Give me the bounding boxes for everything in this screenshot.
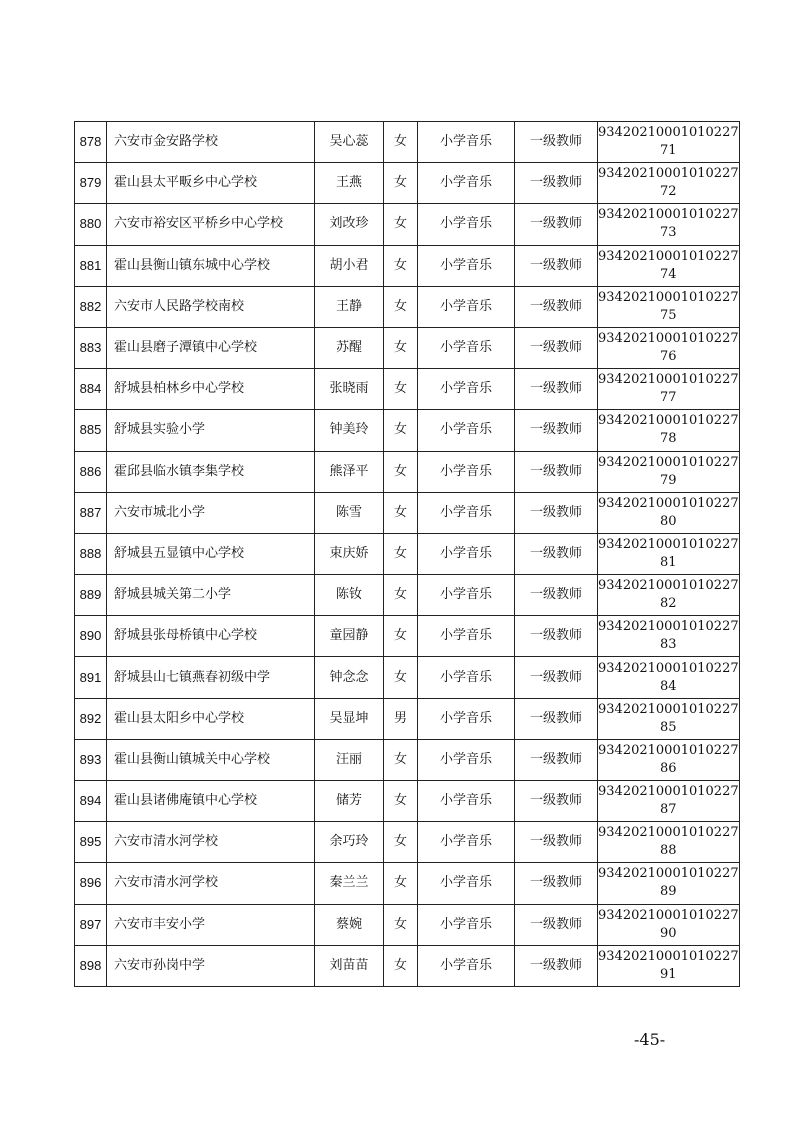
gender-cell: 女 — [384, 492, 418, 533]
certificate-number-line1: 93420210001010227 — [598, 701, 739, 717]
row-number: 894 — [75, 781, 107, 822]
name-cell: 钟美玲 — [315, 410, 384, 451]
certificate-number-line1: 93420210001010227 — [598, 742, 739, 758]
name-cell: 钟念念 — [315, 657, 384, 698]
subject-cell: 小学音乐 — [418, 245, 515, 286]
title-cell: 一级教师 — [515, 904, 598, 945]
certificate-number-line2: 90 — [660, 925, 677, 941]
name-cell: 熊泽平 — [315, 451, 384, 492]
school-cell: 霍山县衡山镇东城中心学校 — [107, 245, 315, 286]
row-number: 890 — [75, 616, 107, 657]
gender-cell: 女 — [384, 410, 418, 451]
subject-cell: 小学音乐 — [418, 163, 515, 204]
certificate-number-line1: 93420210001010227 — [598, 372, 739, 388]
row-number: 895 — [75, 822, 107, 863]
certificate-cell — [598, 122, 740, 163]
certificate-cell — [598, 245, 740, 286]
table-row — [75, 822, 740, 863]
certificate-number-line1: 93420210001010227 — [598, 619, 739, 635]
school-cell: 霍山县磨子潭镇中心学校 — [107, 327, 315, 368]
title-cell: 一级教师 — [515, 698, 598, 739]
subject-cell: 小学音乐 — [418, 369, 515, 410]
title-cell: 一级教师 — [515, 286, 598, 327]
gender-cell: 女 — [384, 327, 418, 368]
subject-cell: 小学音乐 — [418, 945, 515, 986]
school-cell: 舒城县城关第二小学 — [107, 575, 315, 616]
certificate-cell — [598, 616, 740, 657]
school-cell: 六安市裕安区平桥乡中心学校 — [107, 204, 315, 245]
table-row — [75, 369, 740, 410]
certificate-number-line2: 78 — [660, 431, 677, 447]
certificate-number-line2: 83 — [660, 637, 677, 653]
subject-cell: 小学音乐 — [418, 698, 515, 739]
row-number: 898 — [75, 945, 107, 986]
certificate-cell — [598, 945, 740, 986]
row-number: 887 — [75, 492, 107, 533]
name-cell: 余巧玲 — [315, 822, 384, 863]
name-cell: 陈雪 — [315, 492, 384, 533]
certificate-number-line1: 93420210001010227 — [598, 454, 739, 470]
title-cell: 一级教师 — [515, 533, 598, 574]
name-cell: 汪丽 — [315, 739, 384, 780]
row-number: 886 — [75, 451, 107, 492]
subject-cell: 小学音乐 — [418, 451, 515, 492]
name-cell: 束庆娇 — [315, 533, 384, 574]
gender-cell: 女 — [384, 904, 418, 945]
subject-cell: 小学音乐 — [418, 904, 515, 945]
subject-cell: 小学音乐 — [418, 286, 515, 327]
certificate-cell — [598, 204, 740, 245]
school-cell: 霍山县诸佛庵镇中心学校 — [107, 781, 315, 822]
title-cell: 一级教师 — [515, 616, 598, 657]
subject-cell: 小学音乐 — [418, 327, 515, 368]
certificate-number-line2: 81 — [660, 554, 677, 570]
row-number: 893 — [75, 739, 107, 780]
row-number: 881 — [75, 245, 107, 286]
row-number: 888 — [75, 533, 107, 574]
table-row — [75, 204, 740, 245]
table-row — [75, 451, 740, 492]
name-cell: 张晓雨 — [315, 369, 384, 410]
subject-cell: 小学音乐 — [418, 822, 515, 863]
school-cell: 六安市清水河学校 — [107, 822, 315, 863]
certificate-number-line1: 93420210001010227 — [598, 784, 739, 800]
certificate-number-line2: 85 — [660, 719, 677, 735]
table-row — [75, 781, 740, 822]
title-cell: 一级教师 — [515, 204, 598, 245]
table-row — [75, 863, 740, 904]
certificate-number-line1: 93420210001010227 — [598, 660, 739, 676]
name-cell: 储芳 — [315, 781, 384, 822]
gender-cell: 女 — [384, 451, 418, 492]
certificate-number-line2: 71 — [660, 143, 677, 159]
table-row — [75, 122, 740, 163]
gender-cell: 女 — [384, 945, 418, 986]
gender-cell: 女 — [384, 616, 418, 657]
name-cell: 童园静 — [315, 616, 384, 657]
row-number: 891 — [75, 657, 107, 698]
table-row — [75, 945, 740, 986]
certificate-cell — [598, 575, 740, 616]
gender-cell: 女 — [384, 286, 418, 327]
title-cell: 一级教师 — [515, 739, 598, 780]
school-cell: 六安市金安路学校 — [107, 122, 315, 163]
school-cell: 霍邱县临水镇李集学校 — [107, 451, 315, 492]
row-number: 883 — [75, 327, 107, 368]
name-cell: 吴心蕊 — [315, 122, 384, 163]
subject-cell: 小学音乐 — [418, 204, 515, 245]
title-cell: 一级教师 — [515, 122, 598, 163]
row-number: 896 — [75, 863, 107, 904]
table-row — [75, 575, 740, 616]
table-row — [75, 533, 740, 574]
certificate-cell — [598, 410, 740, 451]
table-row — [75, 904, 740, 945]
certificate-number-line2: 86 — [660, 760, 677, 776]
row-number: 884 — [75, 369, 107, 410]
school-cell: 六安市清水河学校 — [107, 863, 315, 904]
certificate-number-line2: 91 — [660, 966, 677, 982]
subject-cell: 小学音乐 — [418, 739, 515, 780]
page-number: -45- — [634, 1030, 666, 1049]
name-cell: 陈钕 — [315, 575, 384, 616]
row-number: 889 — [75, 575, 107, 616]
certificate-number-line1: 93420210001010227 — [598, 495, 739, 511]
school-cell: 舒城县柏林乡中心学校 — [107, 369, 315, 410]
certificate-cell — [598, 904, 740, 945]
table-row — [75, 657, 740, 698]
school-cell: 霍山县太平畈乡中心学校 — [107, 163, 315, 204]
certificate-number-line2: 73 — [660, 225, 677, 241]
certificate-number-line1: 93420210001010227 — [598, 536, 739, 552]
certificate-cell — [598, 451, 740, 492]
title-cell: 一级教师 — [515, 945, 598, 986]
gender-cell: 女 — [384, 739, 418, 780]
certificate-cell — [598, 781, 740, 822]
certificate-number-line2: 82 — [660, 596, 677, 612]
row-number: 885 — [75, 410, 107, 451]
certificate-number-line1: 93420210001010227 — [598, 289, 739, 305]
certificate-number-line2: 80 — [660, 513, 677, 529]
school-cell: 舒城县五显镇中心学校 — [107, 533, 315, 574]
table-row — [75, 616, 740, 657]
gender-cell: 女 — [384, 369, 418, 410]
name-cell: 苏醒 — [315, 327, 384, 368]
name-cell: 刘苗苗 — [315, 945, 384, 986]
certificate-number-line1: 93420210001010227 — [598, 331, 739, 347]
certificate-cell — [598, 657, 740, 698]
subject-cell: 小学音乐 — [418, 863, 515, 904]
certificate-number-line1: 93420210001010227 — [598, 578, 739, 594]
gender-cell: 女 — [384, 781, 418, 822]
name-cell: 胡小君 — [315, 245, 384, 286]
subject-cell: 小学音乐 — [418, 781, 515, 822]
school-cell: 六安市孙岗中学 — [107, 945, 315, 986]
subject-cell: 小学音乐 — [418, 657, 515, 698]
name-cell: 王静 — [315, 286, 384, 327]
school-cell: 霍山县衡山镇城关中心学校 — [107, 739, 315, 780]
certificate-number-line2: 89 — [660, 884, 677, 900]
gender-cell: 女 — [384, 863, 418, 904]
school-cell: 霍山县太阳乡中心学校 — [107, 698, 315, 739]
gender-cell: 女 — [384, 657, 418, 698]
roster-table — [74, 121, 740, 987]
gender-cell: 女 — [384, 204, 418, 245]
name-cell: 蔡婉 — [315, 904, 384, 945]
row-number: 892 — [75, 698, 107, 739]
title-cell: 一级教师 — [515, 657, 598, 698]
subject-cell: 小学音乐 — [418, 492, 515, 533]
gender-cell: 女 — [384, 822, 418, 863]
certificate-cell — [598, 286, 740, 327]
certificate-number-line2: 88 — [660, 843, 677, 859]
title-cell: 一级教师 — [515, 245, 598, 286]
certificate-number-line1: 93420210001010227 — [598, 166, 739, 182]
row-number: 882 — [75, 286, 107, 327]
subject-cell: 小学音乐 — [418, 575, 515, 616]
school-cell: 六安市丰安小学 — [107, 904, 315, 945]
certificate-number-line1: 93420210001010227 — [598, 948, 739, 964]
certificate-number-line2: 72 — [660, 184, 677, 200]
gender-cell: 男 — [384, 698, 418, 739]
school-cell: 六安市人民路学校南校 — [107, 286, 315, 327]
subject-cell: 小学音乐 — [418, 616, 515, 657]
certificate-number-line2: 84 — [660, 678, 677, 694]
certificate-number-line2: 79 — [660, 472, 677, 488]
title-cell: 一级教师 — [515, 163, 598, 204]
school-cell: 舒城县张母桥镇中心学校 — [107, 616, 315, 657]
certificate-cell — [598, 863, 740, 904]
row-number: 879 — [75, 163, 107, 204]
subject-cell: 小学音乐 — [418, 533, 515, 574]
certificate-cell — [598, 739, 740, 780]
school-cell: 舒城县山七镇燕春初级中学 — [107, 657, 315, 698]
certificate-number-line1: 93420210001010227 — [598, 207, 739, 223]
certificate-cell — [598, 533, 740, 574]
table-row — [75, 410, 740, 451]
row-number: 880 — [75, 204, 107, 245]
title-cell: 一级教师 — [515, 822, 598, 863]
title-cell: 一级教师 — [515, 410, 598, 451]
certificate-cell — [598, 369, 740, 410]
table-row — [75, 739, 740, 780]
gender-cell: 女 — [384, 245, 418, 286]
title-cell: 一级教师 — [515, 575, 598, 616]
gender-cell: 女 — [384, 163, 418, 204]
certificate-number-line2: 77 — [660, 390, 677, 406]
certificate-cell — [598, 822, 740, 863]
name-cell: 刘改珍 — [315, 204, 384, 245]
certificate-cell — [598, 698, 740, 739]
table-row — [75, 245, 740, 286]
gender-cell: 女 — [384, 533, 418, 574]
title-cell: 一级教师 — [515, 451, 598, 492]
certificate-number-line1: 93420210001010227 — [598, 907, 739, 923]
gender-cell: 女 — [384, 122, 418, 163]
roster-body — [75, 122, 740, 987]
title-cell: 一级教师 — [515, 369, 598, 410]
name-cell: 王燕 — [315, 163, 384, 204]
certificate-number-line2: 74 — [660, 266, 677, 282]
certificate-cell — [598, 163, 740, 204]
subject-cell: 小学音乐 — [418, 122, 515, 163]
title-cell: 一级教师 — [515, 492, 598, 533]
table-row — [75, 698, 740, 739]
table-row — [75, 163, 740, 204]
certificate-cell — [598, 492, 740, 533]
name-cell: 吴显坤 — [315, 698, 384, 739]
school-cell: 舒城县实验小学 — [107, 410, 315, 451]
subject-cell: 小学音乐 — [418, 410, 515, 451]
certificate-number-line1: 93420210001010227 — [598, 125, 739, 141]
name-cell: 秦兰兰 — [315, 863, 384, 904]
certificate-cell — [598, 327, 740, 368]
certificate-number-line1: 93420210001010227 — [598, 825, 739, 841]
row-number: 897 — [75, 904, 107, 945]
certificate-number-line2: 76 — [660, 349, 677, 365]
certificate-number-line2: 87 — [660, 802, 677, 818]
school-cell: 六安市城北小学 — [107, 492, 315, 533]
certificate-number-line1: 93420210001010227 — [598, 248, 739, 264]
certificate-number-line1: 93420210001010227 — [598, 866, 739, 882]
title-cell: 一级教师 — [515, 863, 598, 904]
gender-cell: 女 — [384, 575, 418, 616]
title-cell: 一级教师 — [515, 781, 598, 822]
table-row — [75, 286, 740, 327]
certificate-number-line2: 75 — [660, 307, 677, 323]
table-row — [75, 492, 740, 533]
table-row — [75, 327, 740, 368]
title-cell: 一级教师 — [515, 327, 598, 368]
certificate-number-line1: 93420210001010227 — [598, 413, 739, 429]
row-number: 878 — [75, 122, 107, 163]
